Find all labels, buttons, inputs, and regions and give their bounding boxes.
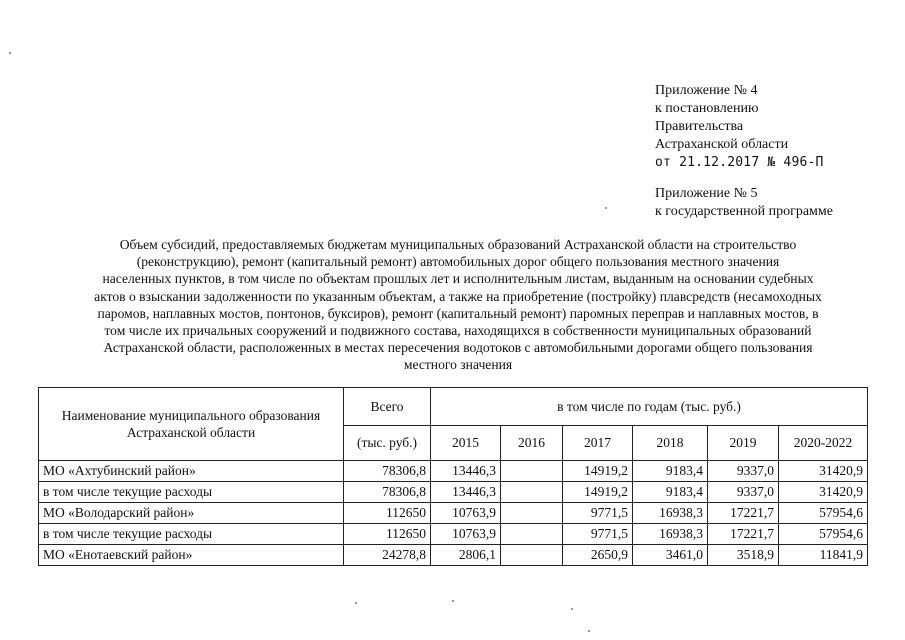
document-title	[38, 236, 878, 374]
cell-2015: 2806,1	[431, 545, 501, 566]
header-year-2020-2022: 2020-2022	[779, 426, 868, 461]
scan-speck	[452, 600, 454, 602]
title-line: населенных пунктов, в том числе по объектам прошлых лет и исполнительным листам, выданным на основании судебных	[102, 271, 814, 287]
title-line: местного значения	[403, 357, 513, 373]
cell-2015: 13446,3	[431, 461, 501, 482]
header-year-2018: 2018	[633, 426, 708, 461]
scan-speck	[355, 602, 357, 604]
cell-2019: 9337,0	[708, 482, 779, 503]
subsidy-table	[38, 387, 868, 566]
scan-speck	[9, 52, 11, 54]
header-year-2017: 2017	[563, 426, 633, 461]
cell-2019: 17221,7	[708, 503, 779, 524]
scan-speck	[571, 608, 573, 610]
row-name: в том числе текущие расходы	[39, 482, 344, 503]
title-line: Астраханской области, расположенных в местах пересечения водотоков с автомобильными дорогами общего пользования	[103, 340, 813, 356]
cell-2018: 16938,3	[633, 503, 708, 524]
cell-2017: 9771,5	[563, 524, 633, 545]
cell-2016	[501, 545, 563, 566]
table-header	[39, 388, 868, 461]
cell-2017: 14919,2	[563, 461, 633, 482]
cell-2015: 13446,3	[431, 482, 501, 503]
header-years-group: в том числе по годам (тыс. руб.)	[431, 388, 868, 426]
header-total: Всего	[344, 388, 431, 426]
title-line: Объем субсидий, предоставляемых бюджетам муниципальных образований Астраханской области на строительство	[119, 237, 797, 252]
cell-total: 24278,8	[344, 545, 431, 566]
cell-2015: 10763,9	[431, 524, 501, 545]
cell-2016	[501, 461, 563, 482]
table-body	[39, 461, 868, 566]
appendix-4-line: Правительства	[655, 119, 744, 134]
header-year-2019: 2019	[708, 426, 779, 461]
cell-2020-2022: 31420,9	[779, 482, 868, 503]
table-row	[39, 545, 868, 566]
cell-2020-2022: 57954,6	[779, 524, 868, 545]
cell-2018: 16938,3	[633, 524, 708, 545]
cell-2018: 9183,4	[633, 482, 708, 503]
scan-speck	[588, 630, 590, 632]
header-municipality: Наименование муниципального образования Астраханской области	[39, 388, 344, 461]
scan-speck	[605, 207, 607, 209]
cell-2018: 9183,4	[633, 461, 708, 482]
cell-2019: 3518,9	[708, 545, 779, 566]
appendix-4-line: к постановлению	[655, 101, 759, 116]
decree-reference: от 21.12.2017 № 496-П	[655, 155, 824, 170]
title-line: (реконструкцию), ремонт (капитальный ремонт) автомобильных дорог общего пользования местного значения	[136, 254, 780, 270]
cell-2016	[501, 503, 563, 524]
table-row	[39, 503, 868, 524]
appendix-5-heading: Приложение № 5	[655, 186, 758, 201]
cell-2017: 2650,9	[563, 545, 633, 566]
header-year-2015: 2015	[431, 426, 501, 461]
cell-2020-2022: 31420,9	[779, 461, 868, 482]
appendix-4-line: Астраханской области	[655, 137, 789, 152]
title-line: паромов, наплавных мостов, понтонов, буксиров), ремонт (капитальный ремонт) паромных переправ и наплавных мостов, в	[97, 305, 819, 321]
row-name: МО «Ахтубинский район»	[39, 461, 344, 482]
cell-2019: 9337,0	[708, 461, 779, 482]
cell-2020-2022: 57954,6	[779, 503, 868, 524]
cell-2020-2022: 11841,9	[779, 545, 868, 566]
row-name: МО «Енотаевский район»	[39, 545, 344, 566]
appendix-4-block	[655, 82, 895, 172]
row-name: МО «Володарский район»	[39, 503, 344, 524]
cell-2017: 9771,5	[563, 503, 633, 524]
cell-2016	[501, 524, 563, 545]
cell-total: 78306,8	[344, 461, 431, 482]
cell-2016	[501, 482, 563, 503]
title-line: том числе их причальных сооружений и подвижного состава, находящихся в собственности муниципальных образований	[104, 323, 812, 339]
cell-total: 112650	[344, 524, 431, 545]
table-row	[39, 482, 868, 503]
cell-total: 78306,8	[344, 482, 431, 503]
table-row	[39, 461, 868, 482]
header-year-2016: 2016	[501, 426, 563, 461]
cell-2019: 17221,7	[708, 524, 779, 545]
cell-2015: 10763,9	[431, 503, 501, 524]
appendix-4-heading: Приложение № 4	[655, 83, 758, 98]
title-line: актов о взыскании задолженности по указанным объектам, а также на приобретение (постройку) плавсредств (несамоходных	[94, 288, 822, 304]
cell-2017: 14919,2	[563, 482, 633, 503]
cell-2018: 3461,0	[633, 545, 708, 566]
header-total-unit: (тыс. руб.)	[344, 426, 431, 461]
table-row	[39, 524, 868, 545]
cell-total: 112650	[344, 503, 431, 524]
appendix-5-line: к государственной программе	[655, 204, 833, 219]
appendix-5-block	[655, 185, 895, 221]
row-name: в том числе текущие расходы	[39, 524, 344, 545]
